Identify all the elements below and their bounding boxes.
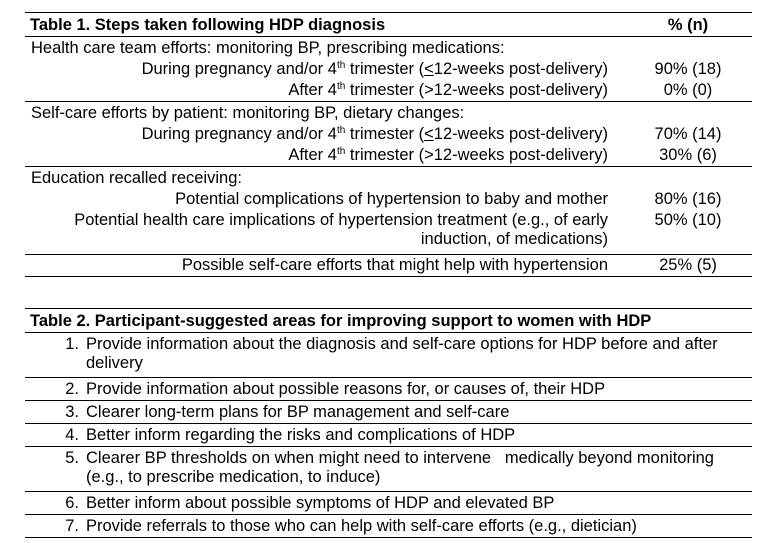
item-text: Provide referrals to those who can help with self-care efforts (e.g., dietician) [86, 517, 637, 535]
item-number: 5. [65, 449, 79, 467]
section-health-care-team: Health care team efforts: monitoring BP, prescribing medications: [31, 39, 505, 57]
table-row [25, 60, 752, 81]
row-label: Potential health care implications of hypertension treatment (e.g., of early induction, of medications) [74, 211, 608, 248]
item-text: Better inform regarding the risks and complications of HDP [86, 426, 516, 444]
row-value: 50% (10) [654, 211, 722, 229]
row-label: After 4th trimester (>12-weeks post-delivery) [288, 81, 608, 99]
percent-column-header: % (n) [667, 16, 709, 34]
row-value: 80% (16) [654, 190, 722, 208]
row-label: During pregnancy and/or 4th trimester (<12-weeks post-delivery) [141, 125, 608, 143]
row-label: Potential complications of hypertension to baby and mother [175, 190, 608, 208]
item-number: 7. [65, 517, 79, 535]
item-number: 2. [65, 380, 79, 398]
item-number: 6. [65, 494, 79, 512]
table-row [25, 146, 752, 167]
table-1 [25, 12, 752, 277]
row-value: 30% (6) [659, 146, 717, 164]
row-value: 70% (14) [654, 125, 722, 143]
item-number: 3. [65, 403, 79, 421]
table-row [25, 211, 752, 255]
section-self-care: Self-care efforts by patient: monitoring BP, dietary changes: [31, 104, 465, 122]
list-item [25, 333, 752, 378]
table-row [25, 125, 752, 146]
item-number: 4. [65, 426, 79, 444]
list-item [25, 492, 752, 515]
list-item [25, 401, 752, 424]
section-education: Education recalled receiving: [31, 169, 242, 187]
row-value: 0% (0) [663, 81, 713, 99]
item-text: Clearer BP thresholds on when might need to intervene medically beyond monitoring (e.g., to prescribe medication, to induce) [86, 449, 719, 486]
row-value: 25% (5) [659, 256, 717, 274]
table-2-header [25, 308, 752, 333]
table-2-title: Table 2. Participant-suggested areas for improving support to women with HDP [30, 312, 652, 330]
table-row [25, 190, 752, 211]
row-value: 90% (18) [654, 60, 722, 78]
item-text: Provide information about the diagnosis and self-care options for HDP before and after delivery [86, 335, 718, 372]
list-item [25, 515, 752, 538]
table-2 [25, 308, 752, 538]
row-label: During pregnancy and/or 4th trimester (<12-weeks post-delivery) [141, 60, 608, 78]
list-item [25, 378, 752, 401]
list-item [25, 447, 752, 492]
row-label: Possible self-care efforts that might help with hypertension [181, 256, 608, 274]
row-label: After 4th trimester (>12-weeks post-delivery) [288, 146, 608, 164]
item-text: Provide information about possible reasons for, or causes of, their HDP [86, 380, 606, 398]
item-text: Better inform about possible symptoms of HDP and elevated BP [86, 494, 555, 512]
table-row [25, 255, 752, 277]
table-1-title: Table 1. Steps taken following HDP diagnosis [30, 16, 386, 34]
list-item [25, 424, 752, 447]
table-row [25, 81, 752, 102]
item-number: 1. [65, 335, 79, 353]
table-1-header [25, 12, 752, 37]
item-text: Clearer long-term plans for BP management and self-care [86, 403, 510, 421]
